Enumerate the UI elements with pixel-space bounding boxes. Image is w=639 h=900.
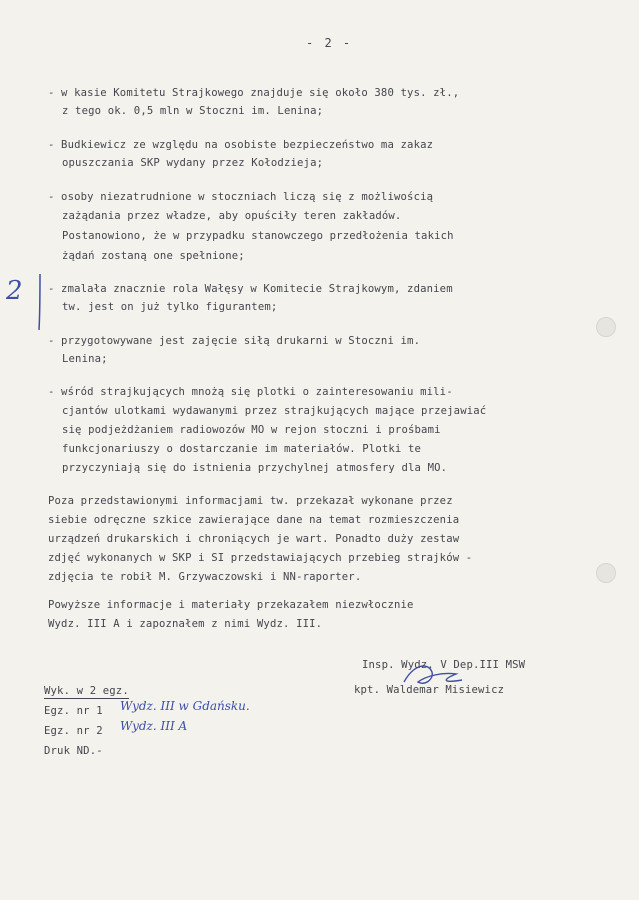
signature-name: kpt. Waldemar Misiewicz bbox=[354, 684, 505, 696]
bullet-6-line-3: się podjeżdżaniem radiowozów MO w rejon stoczni i prośbami bbox=[62, 424, 441, 436]
paragraph-2-line-2: Wydz. III A i zapoznałem z nimi Wydz. III. bbox=[48, 618, 323, 630]
copy-1-handwritten: Wydz. III w Gdańsku. bbox=[120, 699, 250, 713]
bullet-5-line-1: - przygotowywane jest zajęcie siłą drukarni w Stoczni im. bbox=[48, 335, 421, 347]
paragraph-1-line-5: zdjęcia te robił M. Grzywaczowski i NN-raporter. bbox=[48, 571, 362, 583]
bullet-1-line-1: - w kasie Komitetu Strajkowego znajduje się około 380 tys. zł., bbox=[48, 87, 460, 99]
margin-note: 2 bbox=[6, 276, 23, 306]
bullet-5-line-2: Lenina; bbox=[62, 353, 108, 365]
punch-hole bbox=[596, 317, 616, 337]
punch-hole bbox=[596, 563, 616, 583]
paragraph-1-line-1: Poza przedstawionymi informacjami tw. przekazał wykonane przez bbox=[48, 495, 453, 507]
copy-1-label: Egz. nr 1 bbox=[44, 705, 103, 717]
page-number: - 2 - bbox=[306, 36, 353, 50]
paragraph-1-line-4: zdjęć wykonanych w SKP i SI przedstawiających przebieg strajków - bbox=[48, 552, 473, 564]
bullet-1-line-2: z tego ok. 0,5 mln w Stoczni im. Lenina; bbox=[62, 105, 324, 117]
bullet-2-line-2: opuszczania SKP wydany przez Kołodzieja; bbox=[62, 157, 324, 169]
paragraph-1-line-3: urządzeń drukarskich i chroniących je wart. Ponadto duży zestaw bbox=[48, 533, 460, 545]
bullet-6-line-4: funkcjonariuszy o dostarczanie im materiałów. Plotki te bbox=[62, 443, 422, 455]
paragraph-2-line-1: Powyższe informacje i materiały przekazałem niezwłocznie bbox=[48, 599, 414, 611]
bullet-3-line-2: zażądania przez władze, aby opuściły teren zakładów. bbox=[62, 210, 402, 222]
copy-2-handwritten: Wydz. III A bbox=[120, 719, 188, 733]
distribution-heading bbox=[44, 686, 129, 697]
bullet-2-line-1: - Budkiewicz ze względu na osobiste bezpieczeństwo ma zakaz bbox=[48, 139, 434, 151]
bullet-4-line-1: - zmalała znacznie rola Wałęsy w Komitecie Strajkowym, zdaniem bbox=[48, 283, 453, 295]
bullet-3-line-3: Postanowiono, że w przypadku stanowczego przedłożenia takich bbox=[62, 230, 454, 242]
bullet-6-line-2: cjantów ulotkami wydawanymi przez strajkujących mające przejawiać bbox=[62, 405, 487, 417]
copy-2-label: Egz. nr 2 bbox=[44, 725, 103, 737]
bullet-4-line-2: tw. jest on już tylko figurantem; bbox=[62, 301, 278, 313]
distribution-heading-text: Wyk. w 2 egz. bbox=[44, 685, 129, 697]
bullet-3-line-4: żądań zostaną one spełnione; bbox=[62, 250, 245, 262]
paragraph-1-line-2: siebie odręczne szkice zawierające dane na temat rozmieszczenia bbox=[48, 514, 460, 526]
bullet-3-line-1: - osoby niezatrudnione w stoczniach liczą się z możliwością bbox=[48, 191, 434, 203]
print-note: Druk ND.- bbox=[44, 745, 103, 757]
bullet-6-line-1: - wśród strajkujących mnożą się plotki o zainteresowaniu mili- bbox=[48, 386, 453, 398]
signature-title: Insp. Wydz. V Dep.III MSW bbox=[362, 659, 526, 671]
bullet-6-line-5: przyczyniają się do istnienia przychylnej atmosfery dla MO. bbox=[62, 462, 448, 474]
